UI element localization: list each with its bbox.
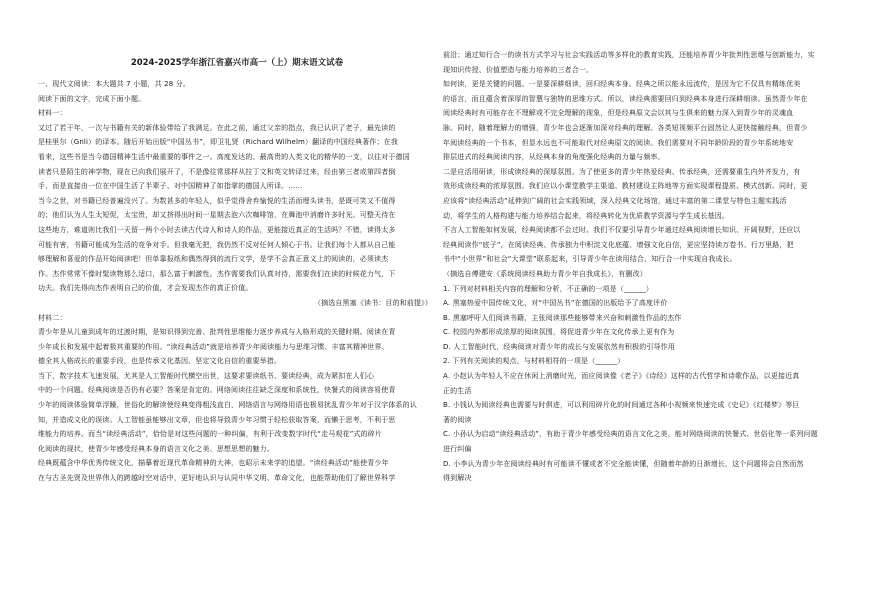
material-one-label: 材料一：: [38, 109, 67, 118]
material-two-line: 维能力的培养。而当“读经典活动”，恰恰是对这些问题的一种纠偏，有利于改变数字时代“走马观花”式的碎片: [38, 430, 383, 439]
question-2-option-a[interactable]: A. 小赵认为年轻人不应在休闲上消磨时光，而应阅读像《老子》《诗经》这样的古代哲学和诗歌作品，以更接近真: [443, 372, 800, 381]
material-two-continued-line: 二是应活用研读，形成读经典的深厚氛围。为了使更多的青少年热爱经典、传承经典，还需要重生内外齐发力，有: [443, 167, 801, 176]
material-two-continued-line: 书中“小世界”和社会“大课堂”联系起来，引导青少年在读用结合、知行合一中实现自我成长。: [443, 255, 737, 264]
question-2-option-d[interactable]: D. 小李认为青少年在阅读经典时有可能读不懂或者不完全能读懂，但随着年龄的日渐增长，这个问题将会自然而然: [443, 459, 804, 468]
material-one-line: 看来，这些书是当今德国精神生活中最重要的事件之一。高度发达的、最高贵的人类文化的精华的一支，以往对于德国: [38, 152, 410, 161]
reading-instruction: 阅读下面的文字，完成下面小题。: [38, 94, 146, 103]
material-two-continued-line: 脉。同时，随着理解力的增强，青少年也会逐渐加深对经典的理解。各类短视频平台固然让人更快接触经典，但青少: [443, 123, 808, 132]
question-1-stem: 1. 下列对材料相关内容的理解和分析，不正确的一项是（______）: [443, 284, 654, 293]
material-two-continued-line: 经典阅读作“底子”，在阅读经典、传承独力中积淀文化底蕴、增强文化自信，更应坚持读万卷书、行万里路，把: [443, 240, 794, 249]
material-one-line: 是桂里尔（Gnli）的译本。随后开始出版“中国丛书”，即卫礼贤（Richard Wilhelm）翻译的中国经典著作；在我: [38, 138, 398, 147]
material-two-line: 在与古圣先贤及世界伟人的跨越时空对话中，更好地认识与认同中华文明、革命文化，也能帮助他们了解世界科学: [38, 474, 396, 483]
material-two-continued-line: 效形成读经典的浓厚氛围。我们应以小课堂教学主渠道、教材建设主阵地等方面实现课程提质、模式创新。同时，更: [443, 182, 808, 191]
material-one-line: 又过了若干年，一次与书籍有关的新体验带给了我满足。在此之前，通过父亲的指点，我已认识了老子，最先读的: [38, 123, 396, 132]
question-2-stem: 2. 下列有关阅读的观点，与材料相符的一项是（______）: [443, 357, 625, 366]
material-one-source: （摘选自黑塞《读书：目的和前提》）: [313, 298, 432, 307]
left-column: [38, 48, 436, 486]
material-one-line: 够理解和喜爱的作品开始阅读吧！但单靠报纸和偶然得到的流行文学，是学不会真正意义上的阅读的，必须读杰: [38, 255, 389, 264]
material-two-continued-line: 前沿；通过知行合一的读书方式学习与社会实践活动等多样化的教育实践，还能培养青少年批判性思维与创新能力，实: [443, 51, 815, 59]
question-2-option-a-cont[interactable]: 正的生活: [443, 386, 472, 395]
material-two-line: 中的一个问题。经典阅读是否仍有必要？答案是肯定的。网络阅读往往缺乏深度和系统性，快餐式的阅读容易使青: [38, 386, 396, 395]
material-two-line: 少年的阅读体验简单浮躁，世俗化的解读使经典变得粗浅直白，网络语言与网络用语也极易扰乱青少年对于汉字体系的认: [38, 401, 417, 410]
material-two-label: 材料二：: [38, 313, 67, 322]
material-two-continued-line: 阅读经典时有可能存在不理解或不完全理解的现象，但是经典原文会以其与生俱来的魅力深入到青少年的灵魂血: [443, 109, 794, 118]
question-2-option-c-cont[interactable]: 进行纠偏: [443, 445, 472, 454]
material-two-line: 经典既蕴含中华优秀传统文化，描摹着近现代革命精神的大神，也昭示未来学的追望。“读经典活动”能使青少年: [38, 459, 389, 468]
section-heading: 一、现代文阅读：本大题共 7 小题，共 28 分。: [38, 80, 191, 88]
material-two-continued-line: 的语言，而且蕴含着深厚的智慧与独特的思维方式。所以，读经典需要回归到经典本身进行深耕细读。虽然青少年在: [443, 94, 808, 103]
question-1-option-d[interactable]: D. 人工智能时代，经典阅读对青少年的成长与发展依然有积极的引导作用: [443, 342, 675, 351]
material-two-continued-line: 排层进式的经典阅读内容，从经典本身的角度强化经典的力量与频率。: [443, 153, 665, 162]
question-1-option-c[interactable]: C. 校园内外都形成浓厚的阅读氛围，将促进青少年在文化传承上更有作为: [443, 328, 675, 337]
material-one-line: 的；他们认为人生太短促，太宝贵，却又挤得出时间一星期去泡六次咖啡馆，在舞池中消磨许多时光。可整天待在: [38, 211, 396, 220]
material-two-line: 知，并造成文化的误读。人工智能虽能够出文章，但也将导致青少年习惯于轻松获取答案，而懒于思考，不利于思: [38, 415, 396, 424]
material-one-line: 当今之世，对书籍已经普遍没兴了。为数甚多的年轻人，似乎觉得舍弃愉悦的生活而埋头读书，是既可笑又不值得: [38, 196, 396, 205]
question-2-option-b-cont[interactable]: 著的阅读: [443, 415, 472, 424]
material-one-line: 功夫。我们先得向杰作表明自己的价值，才会发现杰作的真正价值。: [38, 284, 253, 293]
question-1-option-b[interactable]: B. 黑塞呼吁人们阅读书籍，主张阅读那些能够带来兴奋和刺激性作品的杰作: [443, 313, 682, 322]
material-one-line: 手，而是直接由一位在中国生活了半辈子、对中国精神了如指掌的德国人所译。……: [38, 182, 303, 191]
right-column: [443, 48, 841, 486]
material-one-line: 可能有害，书籍可能成为生活的竞争对手。但我毫无把，我仍然不反对任何人倾心于书。让我们每个人都从自己能: [38, 240, 396, 249]
material-two-source: （摘选自傅建安《系统阅读经典助力青少年自我成长》，有删改）: [443, 269, 647, 278]
material-two-line: 青少年是从儿童到成年的过渡时期，是知识得到完善、批判性思维能力逐步养成与人格形成的关键时期。阅读在青: [38, 328, 396, 337]
material-two-line: 化阅读的现状，使青少年感受经典本身的语言文化之美、思想思想的魅力。: [38, 444, 274, 453]
material-two-line: 当下，数字技术飞速发展，尤其是人工智能时代横空出世，这要求要读纸书、要读经典，成为紧扣在人们心: [38, 371, 375, 380]
material-one-line: 读者只是陌生的神学物，现在已向我们展开了，不是像往常那样从拉丁文和英文转译过来，经由第三者或第四者倒: [38, 167, 396, 176]
material-two-continued-line: 动，将学生的人格构建与能力培养结合起来，将经典转化为优质教学资源与学生成长基因。: [443, 211, 729, 220]
question-2-option-d-cont[interactable]: 得到解决: [443, 474, 472, 483]
material-two-continued-line: 不言人工智能如何发展，经典阅读都不会过时。我们不仅要引导青少年通过经典阅读增长知识、开阔视野，还应以: [443, 226, 801, 235]
question-2-option-c[interactable]: C. 小孙认为启动“读经典活动”，有助于青少年感受经典的语言文化之美，能对网络阅读的快餐式、世俗化等一系列问题: [443, 430, 818, 439]
material-two-line: 少年成长和发展中起着极其重要的作用。“读经典活动”就是培养青少年阅读能力与思维习惯、丰富其精神世界、: [38, 342, 389, 351]
material-two-continued-line: 应该将“读经典活动”延伸到广阔的社会实践领域，深入经典文化场馆，通过丰富的第二课堂与特色主题实践活: [443, 196, 787, 205]
material-one-line: 这些地方，难道则比我们一天留一两个小时去读古代诗人和诗人的作品，更能接近真正的生活吗？不错，读得太多: [38, 225, 396, 234]
material-two-continued-line: 现知识传授、价值塑造与能力培养的三者合一。: [443, 65, 594, 74]
question-2-option-b[interactable]: B. 小钱认为阅读经典也需要与时俱进，可以利用碎片化的时间通过各种小视频来快速完成《史记》《红楼梦》等巨: [443, 401, 800, 410]
question-1-option-a[interactable]: A. 黑塞热爱中国传统文化，对“中国丛书”在德国的出版给予了高度评价: [443, 299, 668, 308]
exam-title: 2024-2025学年浙江省嘉兴市高一（上）期末语文试卷: [130, 58, 344, 68]
material-one-line: 作。杰作常常不像时髦读物那么适口，那么富于刺激性。杰作需要我们认真对待，需要我们在读的时候花力气，下: [38, 269, 396, 278]
material-two-continued-line: 如何读，更是关键的问题。一是要深耕细读，回归经典本身。经典之所以能永远流传，是因为它不仅具有精练优美: [443, 80, 801, 89]
material-two-continued-line: 年阅读经典的一个书本，但显水远也不可能取代对经典原文的阅读。我们需要对不同年龄阶段的青少年系统地安: [443, 138, 794, 147]
material-two-line: 德全其人格成长的重要手段，也是传承文化基因、坚定文化自信的重要举措。: [38, 357, 282, 366]
